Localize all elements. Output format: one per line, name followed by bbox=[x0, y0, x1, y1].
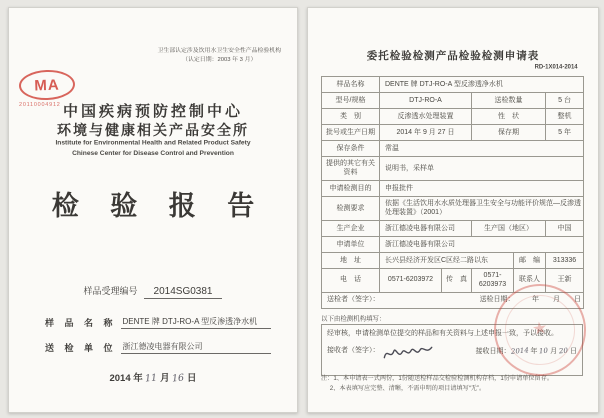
cell-fax-value: 0571-6203973 bbox=[472, 268, 514, 292]
org-name-en-line2: Chinese Center for Disease Control and Prevention bbox=[72, 149, 234, 157]
cell-zip-value: 313336 bbox=[546, 252, 584, 268]
cell-phone-label: 电 话 bbox=[322, 268, 380, 292]
cell-storage-label: 保存条件 bbox=[322, 141, 380, 157]
sender-value: 浙江德凌电器有限公司 bbox=[121, 341, 271, 354]
issue-date-day-label: 日 bbox=[187, 373, 197, 384]
send-date-label: 送检日期： 年 月 日 bbox=[479, 296, 582, 304]
issue-date-month-label: 月 bbox=[160, 373, 170, 384]
org-name-en-line1: Institute for Environmental Health and Related Product Safety bbox=[55, 139, 251, 147]
issue-date-year: 2014 年 bbox=[109, 373, 143, 384]
sample-name-label: 样 品 名 称 bbox=[45, 318, 117, 328]
cell-country-label: 生产国（地区） bbox=[472, 220, 546, 236]
table-row bbox=[322, 292, 584, 308]
sample-acceptance-number bbox=[9, 284, 297, 297]
table-row bbox=[322, 125, 584, 141]
cell-model-label: 型号/规格 bbox=[322, 93, 380, 109]
cell-contact-value: 王新 bbox=[546, 268, 584, 292]
cell-storage-value: 常温 bbox=[380, 141, 584, 157]
cell-country-value: 中国 bbox=[546, 220, 584, 236]
table-row bbox=[322, 109, 584, 125]
cma-logo-icon bbox=[18, 69, 75, 101]
table-row bbox=[322, 93, 584, 109]
cell-state-value: 整机 bbox=[546, 109, 584, 125]
cell-sample-name-value: DENTE 牌 DTJ-RO-A 型反渗透净水机 bbox=[380, 77, 584, 93]
accreditation-note bbox=[158, 46, 281, 65]
cell-batch-value: 2014 年 9 月 27 日 bbox=[380, 125, 472, 141]
cell-requirement-label: 检测要求 bbox=[322, 196, 380, 220]
sender-sign-label: 送检者（签字）： bbox=[327, 296, 380, 304]
receive-date-label: 接收日期： bbox=[475, 347, 511, 355]
org-name-cn-line1: 中国疾病预防控制中心 bbox=[62, 103, 243, 120]
form-note-2: 2、本表填写应完整、清晰，不需申明的项目请填写“无”。 bbox=[329, 385, 486, 392]
receive-day-handwritten: 20 bbox=[558, 346, 569, 356]
receiver-sign-label: 接收者（签字）： bbox=[327, 347, 380, 355]
cell-sample-name-label: 样品名称 bbox=[322, 77, 380, 93]
cell-zip-label: 邮 编 bbox=[514, 252, 546, 268]
table-row bbox=[322, 236, 584, 252]
agency-fill-note: 以下由检测机构填写： bbox=[321, 315, 386, 323]
sample-no-label: 样品受理编号 bbox=[83, 286, 138, 296]
sample-no-value: 2014SG0381 bbox=[144, 286, 223, 299]
cell-category-value: 反渗透水处理装置 bbox=[380, 109, 472, 125]
form-note-1: 注：1、本申请表一式两份，1份随送检样品交检验检测机构存档，1份申请单位留存。 bbox=[321, 375, 554, 382]
application-table bbox=[321, 76, 584, 309]
table-row bbox=[322, 141, 584, 157]
cell-quantity-value: 5 台 bbox=[546, 93, 584, 109]
cell-requirement-value: 依据《生活饮用水水质处理器卫生安全与功能评价规范—反渗透处理装置》（2001） bbox=[380, 196, 584, 220]
cma-letters: MA bbox=[34, 76, 60, 94]
sender-field bbox=[45, 341, 271, 354]
cell-applicant-label: 申请单位 bbox=[322, 236, 380, 252]
cell-state-label: 性 状 bbox=[472, 109, 546, 125]
cell-fax-label: 传 真 bbox=[442, 268, 472, 292]
sample-name-field bbox=[45, 316, 271, 329]
table-row bbox=[322, 252, 584, 268]
table-row bbox=[322, 157, 584, 181]
cell-sender-sign-row bbox=[322, 292, 584, 308]
table-row bbox=[322, 196, 584, 220]
accreditation-line2: （认定日期：2003 年 3 月） bbox=[182, 57, 257, 63]
form-notes bbox=[321, 374, 569, 394]
table-row bbox=[322, 220, 584, 236]
cell-contact-label: 联系人 bbox=[514, 268, 546, 292]
cell-shelf-value: 5 年 bbox=[546, 125, 584, 141]
cell-materials-value: 说明书，采样单 bbox=[380, 157, 584, 181]
application-form-page bbox=[307, 7, 599, 413]
report-title: 检 验 报 告 bbox=[51, 191, 267, 221]
cell-category-label: 类 别 bbox=[322, 109, 380, 125]
audit-statement: 经审核，申请检测单位提交的样品和有关资料与上述申报一致，予以接收。 bbox=[327, 330, 558, 337]
receiver-signature bbox=[381, 342, 434, 362]
cell-purpose-value: 申报批件 bbox=[380, 180, 584, 196]
sample-name-value: DENTE 牌 DTJ-RO-A 型反渗透净水机 bbox=[121, 316, 271, 329]
cell-address-label: 地 址 bbox=[322, 252, 380, 268]
issue-date-month-handwritten: 11 bbox=[144, 372, 158, 385]
cell-manufacturer-label: 生产企业 bbox=[322, 220, 380, 236]
cell-phone-value: 0571-6203972 bbox=[380, 268, 442, 292]
issue-date-day-handwritten: 16 bbox=[171, 372, 185, 385]
cell-quantity-label: 送检数量 bbox=[472, 93, 546, 109]
table-row bbox=[322, 180, 584, 196]
form-code: RD-1X014-2014 bbox=[534, 64, 578, 70]
receive-day-label: 日 bbox=[570, 347, 577, 355]
cell-manufacturer-value: 浙江德凌电器有限公司 bbox=[380, 220, 472, 236]
accreditation-line1: 卫生部认定涉及饮用水卫生安全性产品检验机构 bbox=[157, 47, 281, 54]
sender-label: 送 检 单 位 bbox=[45, 343, 117, 353]
receive-date bbox=[476, 346, 577, 358]
org-name-cn-line2: 环境与健康相关产品安全所 bbox=[57, 122, 249, 138]
receive-year-label: 年 bbox=[530, 347, 538, 355]
receive-year-handwritten: 2014 bbox=[510, 345, 529, 356]
issue-date bbox=[9, 370, 297, 384]
cell-materials-label: 提供的其它有关资料 bbox=[322, 157, 380, 181]
cell-model-value: DTJ-RO-A bbox=[380, 93, 472, 109]
cell-shelf-label: 保存期 bbox=[472, 125, 546, 141]
receive-month-handwritten: 10 bbox=[538, 346, 549, 356]
form-title: 委托检验检测产品检验检测申请表 bbox=[366, 50, 540, 62]
receive-month-label: 月 bbox=[550, 347, 558, 355]
cell-address-value: 长兴县经济开发区C区经二路以东 bbox=[380, 252, 514, 268]
cma-cert-number: 20110004912 bbox=[19, 102, 61, 108]
table-row bbox=[322, 268, 584, 292]
table-row bbox=[322, 77, 584, 93]
cell-purpose-label: 申请检测目的 bbox=[322, 180, 380, 196]
cell-applicant-value: 浙江德凌电器有限公司 bbox=[380, 236, 584, 252]
acceptance-box bbox=[321, 324, 583, 376]
report-cover-page bbox=[8, 7, 298, 413]
org-name-en bbox=[16, 139, 290, 159]
cell-batch-label: 批号或生产日期 bbox=[322, 125, 380, 141]
